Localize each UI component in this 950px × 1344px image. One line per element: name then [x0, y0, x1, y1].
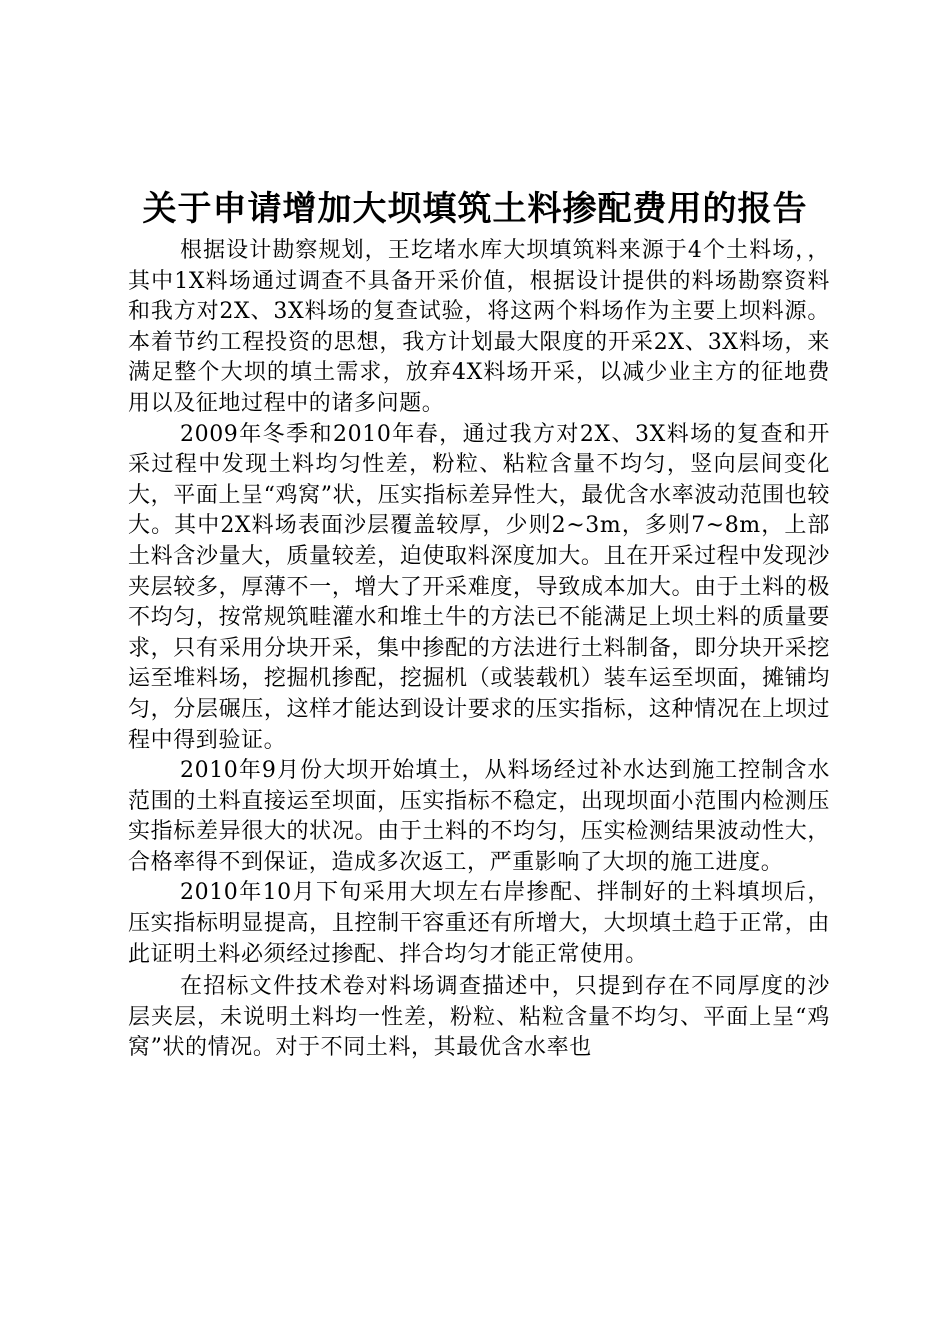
document-body — [128, 236, 830, 1064]
paragraph-4: 2010年10月下旬采用大坝左右岸掺配、拌制好的土料填坝后，压实指标明显提高，且控制干容重还有所增大，大坝填土趋于正常，由此证明土料必须经过掺配、拌合均匀才能正常使用。 — [128, 880, 830, 967]
document-title: 关于申请增加大坝填筑土料掺配费用的报告 — [142, 189, 808, 229]
paragraph-3: 2010年9月份大坝开始填土，从料场经过补水达到施工控制含水范围的土料直接运至坝面，压实指标不稳定，出现坝面小范围内检测压实指标差异很大的状况。由于土料的不均匀，压实检测结果波动性大，合格率得不到保证，造成多次返工，严重影响了大坝的施工进度。 — [128, 758, 830, 875]
paragraph-1: 根据设计勘察规划，王圪堵水库大坝填筑料来源于4个土料场，，其中1X料场通过调查不具备开采价值，根据设计提供的料场勘察资料和我方对2X、3X料场的复查试验，将这两个料场作为主要上坝料源。本着节约工程投资的思想，我方计划最大限度的开采2X、3X料场，来满足整个大坝的填土需求，放弃4X料场开采，以减少业主方的征地费用以及征地过程中的诸多问题。 — [128, 238, 830, 416]
paragraph-2: 2009年冬季和2010年春，通过我方对2X、3X料场的复查和开采过程中发现土料均匀性差，粉粒、粘粒含量不均匀，竖向层间变化大，平面上呈“鸡窝”状，压实指标差异性大，最优含水率波动范围也较大。其中2X料场表面沙层覆盖较厚，少则2~3m，多则7~8m，上部土料含沙量大，质量较差，迫使取料深度加大。且在开采过程中发现沙夹层较多，厚薄不一，增大了开采难度，导致成本加大。由于土料的极不均匀，按常规筑畦灌水和堆土牛的方法已不能满足上坝土料的质量要求，只有采用分块开采，集中掺配的方法进行土料制备，即分块开采挖运至堆料场，挖掘机掺配，挖掘机（或装载机）装车运至坝面，摊铺均匀，分层碾压，这样才能达到设计要求的压实指标，这种情况在上坝过程中得到验证。 — [128, 421, 830, 753]
paragraph-5: 在招标文件技术卷对料场调查描述中，只提到存在不同厚度的沙层夹层，未说明土料均一性差，粉粒、粘粒含量不均匀、平面上呈“鸡窝”状的情况。对于不同土料，其最优含水率也 — [128, 974, 830, 1061]
